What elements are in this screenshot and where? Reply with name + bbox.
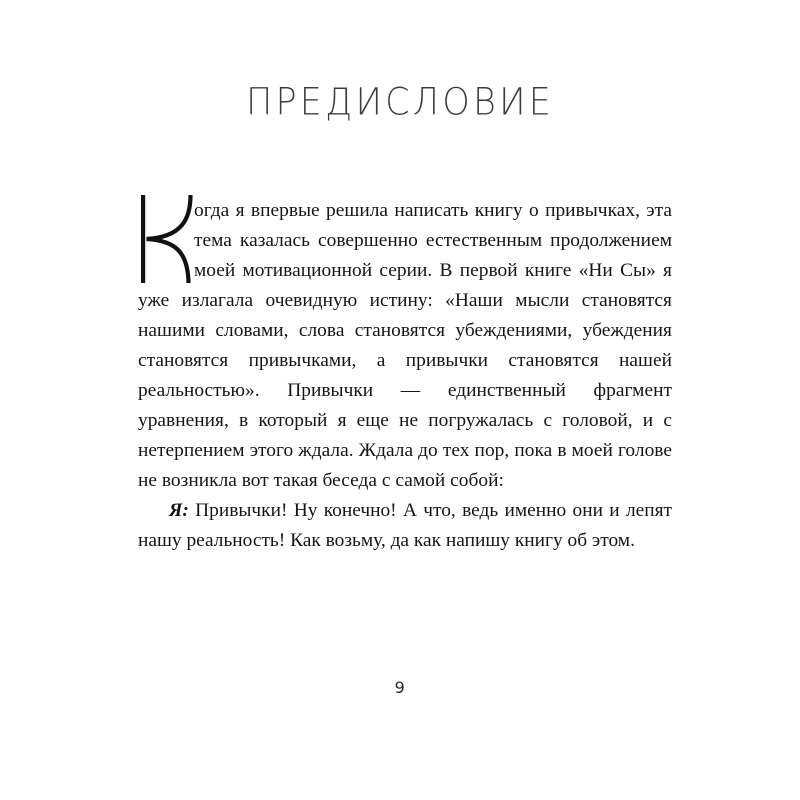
foreword-paragraph-1: огда я впервые решила написать книгу о привычках, эта тема казалась совершенно естественным продолжением моей мотивационной серии. В первой книге «Ни Сы» я уже излагала очевидную истину: «Наши мысли становятся нашими словами, слова становятся убеждениями, убеждения становятся привычками, а привычки становятся нашей реальностью». Привычки — единственный фрагмент уравнения, в который я еще не погружалась с головой, и с нетерпением этого ждала. Ждала до тех пор, пока в моей голове не возникла вот такая беседа с самой собой: (138, 200, 672, 491)
foreword-paragraph-2 (138, 496, 672, 556)
page-title: ПРЕДИСЛОВИЕ (245, 81, 555, 125)
body-text-block (138, 196, 672, 556)
page-number: 9 (394, 678, 406, 697)
dialog-text: Привычки! Ну конечно! А что, ведь именно они и лепят нашу реальность! Как возьму, да как напишу книгу об этом. (138, 500, 672, 551)
speaker-label: Я: (169, 500, 189, 521)
